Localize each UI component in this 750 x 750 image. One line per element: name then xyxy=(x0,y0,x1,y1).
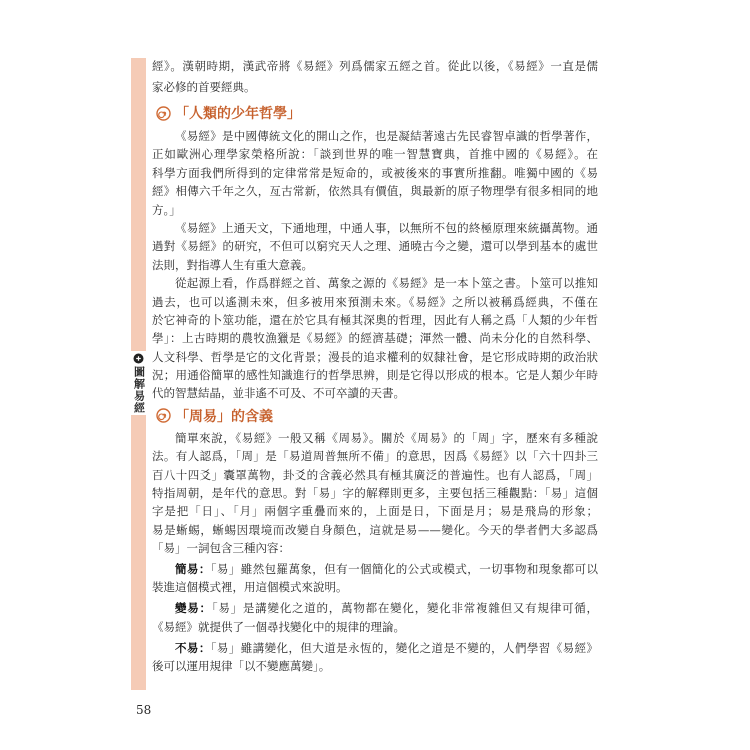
term-label: 簡易： xyxy=(175,562,211,577)
paragraph-line: 《易經》就提供了一個尋找變化中的規律的理論。 xyxy=(152,619,405,634)
paragraph-line: 過去，也可以遙測未來，但多被用來預測未來。《易經》之所以被稱爲經典，不僅在 xyxy=(152,294,598,309)
paragraph-line: 正如歐洲心理學家榮格所說：「談到世界的唯一智慧寶典，首推中國的《易經》。在 xyxy=(152,147,598,162)
term-paragraph-constant xyxy=(152,639,598,676)
paragraph-line xyxy=(152,599,598,617)
paragraph-line xyxy=(152,639,598,657)
paragraph-line: 裝進這個模式裡，用這個模式來說明。 xyxy=(152,580,348,595)
paragraph xyxy=(152,429,598,558)
paragraph-line: 簡單來說，《易經》一般又稱《周易》。關於《周易》的「周」字，歷來有多種說 xyxy=(175,430,598,445)
bullet-icon xyxy=(133,353,144,364)
paragraph-line: 特指周朝，是年代的意思。對「易」字的解釋則更多，主要包括三種觀點：「易」這個 xyxy=(152,486,598,501)
term-paragraph-simple xyxy=(152,560,598,597)
paragraph-line: 科學方面我們所得到的定律常常是短命的，或被後來的事實所推翻。唯獨中國的《易 xyxy=(152,165,598,180)
paragraph-line: 《易經》是中國傳統文化的開山之作，也是凝結著遠古先民睿智卓識的哲學著作， xyxy=(175,129,598,143)
paragraph-line: 學」：上古時期的農牧漁獵是《易經》的經濟基礎；渾然一體、尚未分化的自然科學、 xyxy=(152,331,598,346)
paragraph-line: 《易經》上通天文，下通地理，中通人事，以無所不包的終極原理來統攝萬物。通 xyxy=(175,220,598,235)
term-text: 「易」雖然包羅萬象，但有一個簡化的公式或模式，一切事物和現象都可以 xyxy=(210,562,598,577)
paragraph-line: 過對《易經》的研究，不但可以窮究天人之理、通曉古今之變，還可以學到基本的處世 xyxy=(152,239,598,254)
text-column xyxy=(152,56,598,675)
page-number: 58 xyxy=(136,703,152,717)
paragraph-line: 況；用通俗簡單的感性知識進行的哲學思辨，則是它得以形成的根本。它是人類少年時 xyxy=(152,368,598,383)
paragraph-line: 百八十四爻」囊罩萬物，卦爻的含義必然具有極其廣泛的普遍性。也有人認爲，「周」 xyxy=(152,467,598,482)
paragraph-line: 易是蜥蜴，蜥蜴因環境而改變自身顏色，這就是易——變化。今天的學者們大多認爲 xyxy=(152,522,598,537)
paragraph-line: 人文科學、哲學是它的文化背景；漫長的追求權利的奴隸社會，是它形成時期的政治狀 xyxy=(152,349,598,364)
paragraph-line: 後可以運用規律「以不變應萬變」。 xyxy=(152,659,331,674)
swirl-icon xyxy=(156,106,171,121)
term-text: 「易」雖講變化，但大道是永恆的，變化之道是不變的，人們學習《易經》 xyxy=(210,640,598,655)
section-heading-text: 「人類的少年哲學」 xyxy=(175,106,301,122)
paragraph xyxy=(152,219,598,274)
term-label: 不易： xyxy=(175,640,211,655)
term-paragraph-change xyxy=(152,599,598,636)
paragraph-line: 字是把「日」、「月」兩個字重疊而來的，上面是日，下面是月；易是飛鳥的形象； xyxy=(152,504,598,519)
term-label: 變易： xyxy=(175,601,212,616)
paragraph-line: 方。」 xyxy=(152,202,181,217)
paragraph xyxy=(152,274,598,403)
intro-paragraph xyxy=(152,56,598,98)
paragraph-line: 法則，對指導人生有重大意義。 xyxy=(152,257,313,272)
side-tab-label xyxy=(131,351,146,415)
term-text: 「易」是講變化之道的，萬物都在變化，變化非常複雜但又有規律可循， xyxy=(211,601,598,616)
paragraph-line: 經》。漢朝時期，漢武帝將《易經》列爲儒家五經之首。從此以後，《易經》一直是儒 xyxy=(152,59,598,73)
side-label-text: 圖解易經 xyxy=(132,366,146,414)
swirl-icon xyxy=(156,408,171,423)
section-heading xyxy=(152,404,598,428)
paragraph xyxy=(152,127,598,219)
paragraph-line: 經》相傳六千年之久，亙古常新，依然具有價值，與最新的原子物理學有很多相同的地 xyxy=(152,184,598,199)
paragraph-line: 從起源上看，作爲群經之首、萬象之源的《易經》是一本卜筮之書。卜筮可以推知 xyxy=(175,276,598,291)
paragraph-line: 「易」一詞包含三種內容： xyxy=(152,541,290,556)
section-heading-text: 「周易」的含義 xyxy=(175,408,273,425)
paragraph-line: 於它神奇的卜筮功能，還在於它具有極其深奧的哲理，因此有人稱之爲「人類的少年哲 xyxy=(152,312,598,327)
paragraph-line: 家必修的首要經典。 xyxy=(152,80,256,94)
paragraph-line: 法。有人認爲，「周」是「易道周普無所不備」的意思，因爲《易經》以「六十四卦三 xyxy=(152,449,598,464)
section-heading xyxy=(152,101,598,125)
paragraph-line: 代的智慧結晶，並非遙不可及、不可卒讀的天書。 xyxy=(152,386,405,401)
paragraph-line xyxy=(152,560,598,578)
